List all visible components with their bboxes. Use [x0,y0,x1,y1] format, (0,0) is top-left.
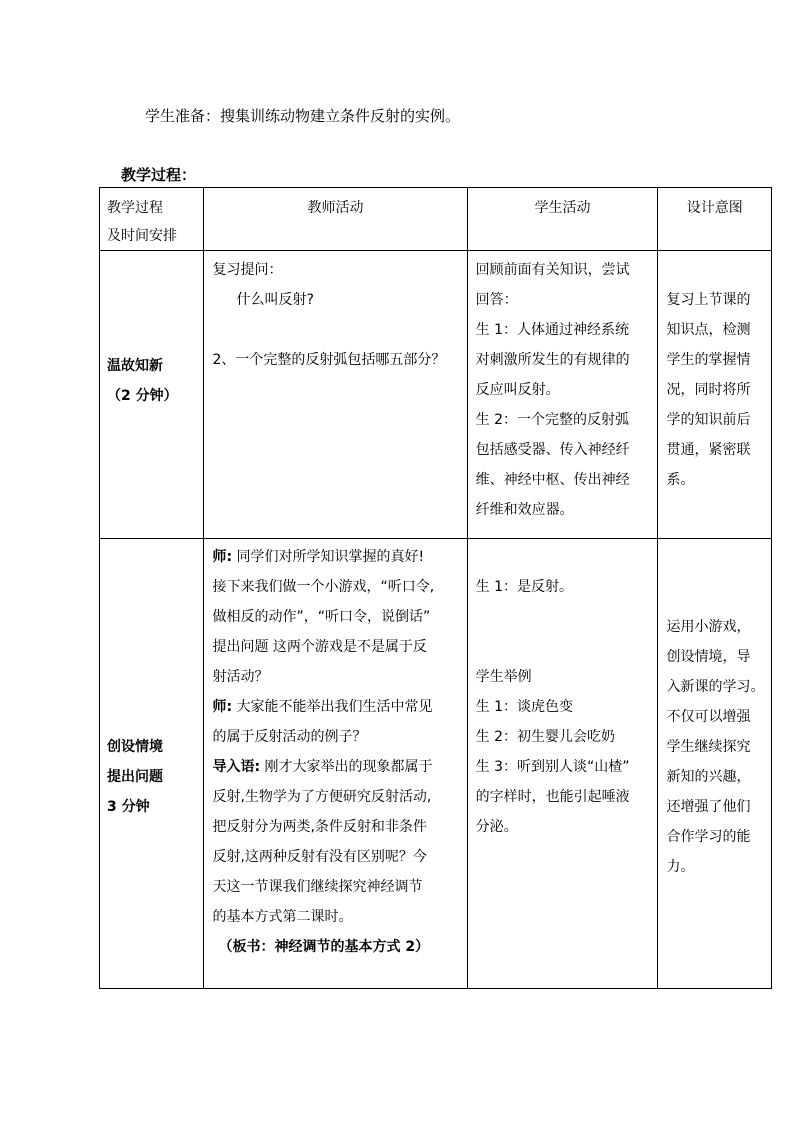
text-line: 天这一节课我们继续探究神经调节 [212,879,423,895]
text-line: 生 2：一个完整的反射弧 [475,412,629,428]
text-line: 生 1：人体通过神经系统 [475,322,629,338]
text-line: 射活动？ [212,669,269,685]
student-activity-cell [467,539,658,989]
text-line: 力。 [666,859,695,875]
text-line: 提出问题 这两个游戏是不是属于反 [212,639,427,655]
text-line: 不仅可以增强 [666,709,751,725]
text-line: 学生继续探究 [666,739,751,755]
teaching-process-heading: 教学过程： [121,166,197,184]
speaker-label: 师: [212,699,233,715]
text-line: 合作学习的能 [666,829,751,845]
text-line: 复习上节课的 [666,292,751,308]
design-intent-cell [658,539,772,989]
text-line: 做相反的动作”，“听口令，说倒话” [212,609,431,625]
text-line: 生 3：听到别人谈“山楂” [475,759,630,775]
text-line: 反应叫反射。 [475,382,560,398]
text-line: 的基本方式第二课时。 [212,909,353,925]
table-header-row [100,188,772,251]
text-line: 新知的兴趣， [666,769,751,785]
text-line: 回顾前面有关知识，尝试 [475,262,630,278]
stage-line1: 温故知新 [107,358,163,374]
text-line: 反射,生物学为了方便研究反射活动, [212,789,432,805]
stage-cell [100,251,204,539]
text-line: 回答： [475,292,518,308]
text-line: 师: 同学们对所学知识掌握的真好! [212,549,425,565]
design-intent-cell [658,251,772,539]
text-line: 运用小游戏， [666,619,751,635]
text-line: 2、一个完整的反射弧包括哪五部分？ [212,352,446,368]
stage-line1: 创设情境 [107,739,163,755]
stage-line3: 3 分钟 [107,799,150,815]
header-stage-line1: 教学过程 [107,200,163,216]
text-line: 复习提问： [212,262,283,278]
stage-line2: 提出问题 [107,769,163,785]
stage-cell [100,539,204,989]
text-line: 的属于反射活动的例子？ [212,729,367,745]
text-line: 况，同时将所 [666,382,751,398]
text-line: 创设情境，导 [666,649,751,665]
text-line: 分泌。 [475,819,518,835]
student-prep-text: 学生准备：搜集训练动物建立条件反射的实例。 [145,107,461,125]
text-line: 知识点，检测 [666,322,751,338]
text-line: 纤维和效应器。 [475,502,574,518]
text-line: 的字样时，也能引起唾液 [475,789,630,805]
header-teacher-activity: 教师活动 [204,188,467,251]
header-stage [100,188,204,251]
speaker-label: 师: [212,549,233,565]
text-line: 还增强了他们 [666,799,751,815]
text-line: 对刺激所发生的有规律的 [475,352,630,368]
intro-label: 导入语: [212,759,261,775]
text-line: 包括感受器、传入神经纤 [475,442,630,458]
text-line: 生 2：初生婴儿会吃奶 [475,729,615,745]
text-line: 入新课的学习。 [666,679,765,695]
text-line: 学生举例 [475,669,532,685]
header-design-intent: 设计意图 [658,188,772,251]
board-note: （板书：神经调节的基本方式 2） [218,939,430,955]
text-line: 导入语: 刚才大家举出的现象都属于 [212,759,433,775]
teacher-activity-cell [204,251,467,539]
table-row [100,539,772,989]
stage-line2: （2 分钟） [107,388,178,404]
text-line: 把反射分为两类,条件反射和非条件 [212,819,427,835]
text-line: 生 1：是反射。 [475,579,573,595]
table-row [100,251,772,539]
text-line: 维、神经中枢、传出神经 [475,472,630,488]
header-stage-line2: 及时间安排 [107,228,177,244]
text-line: 贯通，紧密联 [666,442,751,458]
student-activity-cell [467,251,658,539]
text-line: 接下来我们做一个小游戏，“听口令, [212,579,435,595]
text-line: 师: 大家能不能举出我们生活中常见 [212,699,433,715]
header-student-activity: 学生活动 [467,188,658,251]
text-line: 生 1：谈虎色变 [475,699,573,715]
lesson-plan-table [99,187,772,989]
teacher-activity-cell [204,539,467,989]
text-line: 系。 [666,472,695,488]
text-line: 学的知识前后 [666,412,751,428]
text-line: 什么叫反射? [236,292,314,308]
text-line: 反射,这两种反射有没有区别呢？今 [212,849,427,865]
text-line: 学生的掌握情 [666,352,751,368]
